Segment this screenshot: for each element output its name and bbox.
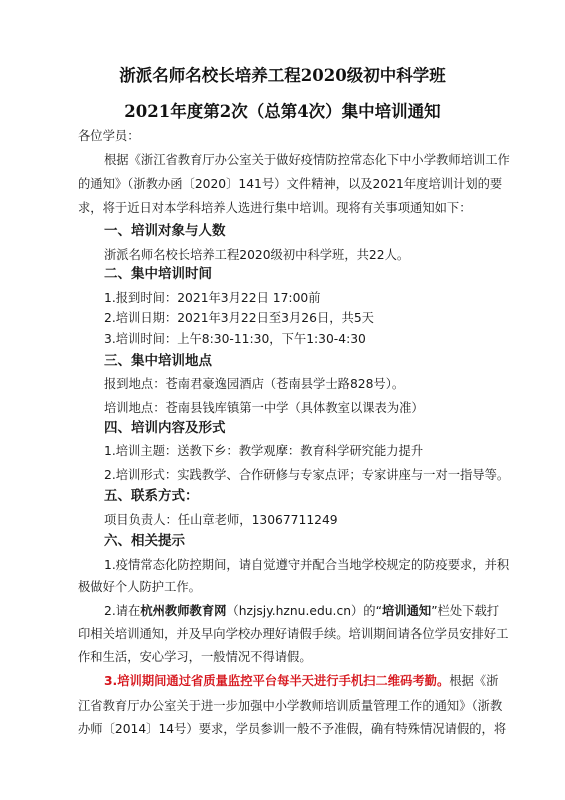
intro-line-1: 根据《浙江省教育厅办公室关于做好疫情防控常态化下中小学教师培训工作	[104, 153, 510, 167]
tip-2-suffix: ”栏处下载打	[431, 604, 500, 618]
tip-3-line-2: 江省教育厅办公室关于进一步加强中小学教师培训质量管理工作的通知》（浙教	[78, 699, 503, 713]
section-2-heading: 二、集中培训时间	[104, 266, 212, 282]
section-2-item-3: 3.培训时间：上午8:30-11:30，下午1:30-4:30	[104, 332, 366, 346]
salutation: 各位学员：	[78, 129, 140, 143]
tip-1-line-2: 极做好个人防护工作。	[78, 580, 201, 594]
intro-line-2: 的通知》（浙教办函〔2020〕141号）文件精神，以及2021年度培训计划的要	[78, 177, 503, 191]
website-url: （hzjsjy.hznu.edu.cn）的“	[226, 604, 382, 618]
tip-3-line-1-tail: 根据《浙	[449, 674, 499, 688]
website-name: 杭州教师教育网	[140, 604, 227, 618]
section-2-item-2: 2.培训日期：2021年3月22日至3月26日，共5天	[104, 311, 374, 325]
notice-column-name: 培训通知	[381, 604, 432, 618]
intro-line-3: 求，将于近日对本学科培养人选进行集中培训。现将有关事项通知如下：	[78, 201, 472, 215]
section-1-heading: 一、培训对象与人数	[104, 223, 226, 239]
tip-3-line-1	[104, 673, 565, 689]
tip-2-line-3: 作和生活，安心学习，一般情况不得请假。	[78, 650, 312, 664]
section-5-text: 项目负责人：任山章老师，13067711249	[104, 513, 338, 527]
tip-3-line-3: 办师〔2014〕14号）要求，学员参训一般不予准假，确有特殊情况请假的，将	[78, 722, 507, 736]
section-4-heading: 四、培训内容及形式	[104, 420, 226, 436]
section-5-heading: 五、联系方式：	[104, 488, 199, 504]
tip-2-prefix: 2.请在	[104, 604, 141, 618]
section-3-item-2: 培训地点：苍南县钱库镇第一中学（具体教室以课表为准）	[104, 401, 424, 415]
section-4-item-2: 2.培训形式：实践教学、合作研修与专家点评；专家讲座与一对一指导等。	[104, 468, 510, 482]
tip-1-line-1: 1.疫情常态化防控期间，请自觉遵守并配合当地学校规定的防疫要求，并积	[104, 558, 510, 572]
tip-2-line-2: 印相关培训通知，并及早向学校办理好请假手续。培训期间请各位学员安排好工	[78, 627, 509, 641]
section-2-item-1: 1.报到时间：2021年3月22日 17:00前	[104, 291, 321, 305]
section-4-item-1: 1.培训主题：送教下乡：教学观摩：教育科学研究能力提升	[104, 444, 424, 458]
tip-2-line-1	[104, 603, 565, 619]
section-3-heading: 三、集中培训地点	[104, 353, 212, 369]
section-6-heading: 六、相关提示	[104, 533, 185, 549]
section-3-item-1: 报到地点：苍南君豪逸园酒店（苍南县学士路828号）。	[104, 377, 405, 391]
document-title-line-2: 2021年度第2次（总第4次）集中培训通知	[124, 102, 441, 121]
section-1-text: 浙派名师名校长培养工程2020级初中科学班，共22人。	[104, 248, 410, 262]
attendance-notice-highlight: 3.培训期间通过省质量监控平台每半天进行手机扫二维码考勤。	[104, 674, 450, 688]
document-title-line-1: 浙派名师名校长培养工程2020级初中科学班	[119, 66, 446, 85]
